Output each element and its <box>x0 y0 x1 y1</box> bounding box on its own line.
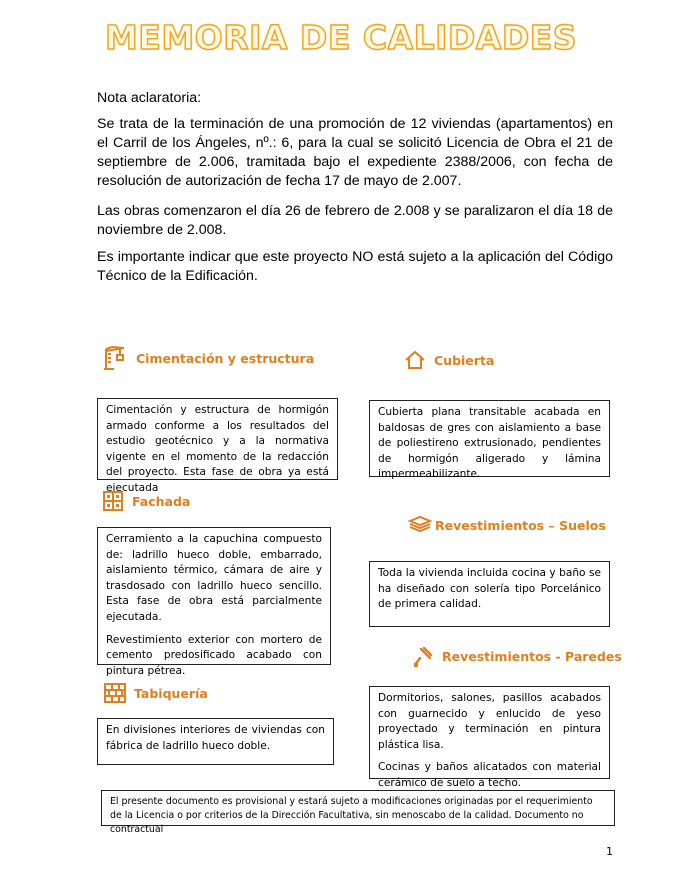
brick-wall-icon <box>104 683 126 703</box>
crane-icon <box>102 345 128 371</box>
section-text-paredes-1: Dormitorios, salones, pasillos acabados con guarnecido y enlucido de yeso proyectado y terminación en pintura plástica lisa. <box>378 692 601 751</box>
section-text-fachada-1: Cerramiento a la capuchina compuesto de: ladrillo hueco doble, embarrado, aislamiento térmico, cámara de aire y trasdosado con ladrillo hueco sencillo. Esta fase de obra está parcialmente ejecutada. <box>106 533 322 623</box>
section-box-tabiqueria <box>97 718 334 765</box>
section-box-cimentacion <box>97 398 338 494</box>
section-text-cubierta: Cubierta plana transitable acabada en baldosas de gres con aislamiento a base de poliestireno extrusionado, pendientes de hormigón aligerado y lámina impermeabilizante. <box>378 406 601 481</box>
section-text-tabiqueria: En divisiones interiores de viviendas con fábrica de ladrillo hueco doble. <box>106 724 325 752</box>
building-icon <box>102 490 124 512</box>
section-text-suelos: Toda la vivienda incluida cocina y baño se ha diseñado con solería tipo Porcelánico de primera calidad. <box>378 567 601 611</box>
section-title-cimentacion: Cimentación y estructura <box>136 350 315 366</box>
section-box-fachada <box>97 527 331 677</box>
section-text-paredes-2: Cocinas y baños alicatados con material cerámico de suelo a techo. <box>378 761 601 789</box>
section-title-tabiqueria: Tabiquería <box>134 685 208 701</box>
section-box-paredes <box>369 686 610 789</box>
section-title-cubierta: Cubierta <box>434 352 495 368</box>
section-text-fachada-2: Revestimiento exterior con mortero de cemento predosificado acabado con pintura pétrea. <box>106 633 322 677</box>
section-title-suelos: Revestimientos – Suelos <box>435 517 606 533</box>
paint-roller-icon <box>412 644 434 668</box>
section-heading-cubierta <box>404 350 494 370</box>
tiles-icon <box>407 515 433 535</box>
house-icon <box>404 350 426 370</box>
disclaimer-text: El presente documento es provisional y estará sujeto a modificaciones originadas por el requerimiento de la Licencia o por criterios de la Dirección Facultativa, sin menoscabo de la calidad. Documento no contractual <box>110 796 593 835</box>
section-title-fachada: Fachada <box>132 493 191 509</box>
section-heading-fachada <box>102 490 190 512</box>
intro-paragraph-1: Se trata de la terminación de una promoción de 12 viviendas (apartamentos) en el Carril de los Ángeles, nº.: 6, para la cual se solicitó Licencia de Obra el 21 de septiembre de 2.006, tramitada bajo el expediente 2388/2006, con fecha de resolución de autorización de fecha 17 de mayo de 2.007. <box>97 116 613 189</box>
disclaimer-box <box>101 790 615 835</box>
section-heading-suelos <box>407 515 606 535</box>
note-label: Nota aclaratoria: <box>97 90 202 106</box>
section-heading-cimentacion <box>102 345 314 371</box>
page-title: MEMORIA DE CALIDADES <box>104 18 578 57</box>
section-box-cubierta <box>369 400 610 481</box>
section-box-suelos <box>369 561 610 627</box>
intro-paragraph-3: Es importante indicar que este proyecto NO está sujeto a la aplicación del Código Técnico de la Edificación. <box>97 249 613 284</box>
intro-paragraph-2: Las obras comenzaron el día 26 de febrero de 2.008 y se paralizaron el día 18 de noviembre de 2.008. <box>97 203 613 238</box>
section-title-paredes: Revestimientos - Paredes <box>442 648 622 664</box>
section-text-cimentacion: Cimentación y estructura de hormigón armado conforme a los resultados del estudio geotécnico y a la normativa vigente en el momento de la redacción del proyecto. Esta fase de obra ya está ejecutada <box>106 404 329 494</box>
section-heading-tabiqueria <box>104 683 208 703</box>
section-heading-paredes <box>412 644 622 668</box>
page-number: 1 <box>606 845 613 858</box>
